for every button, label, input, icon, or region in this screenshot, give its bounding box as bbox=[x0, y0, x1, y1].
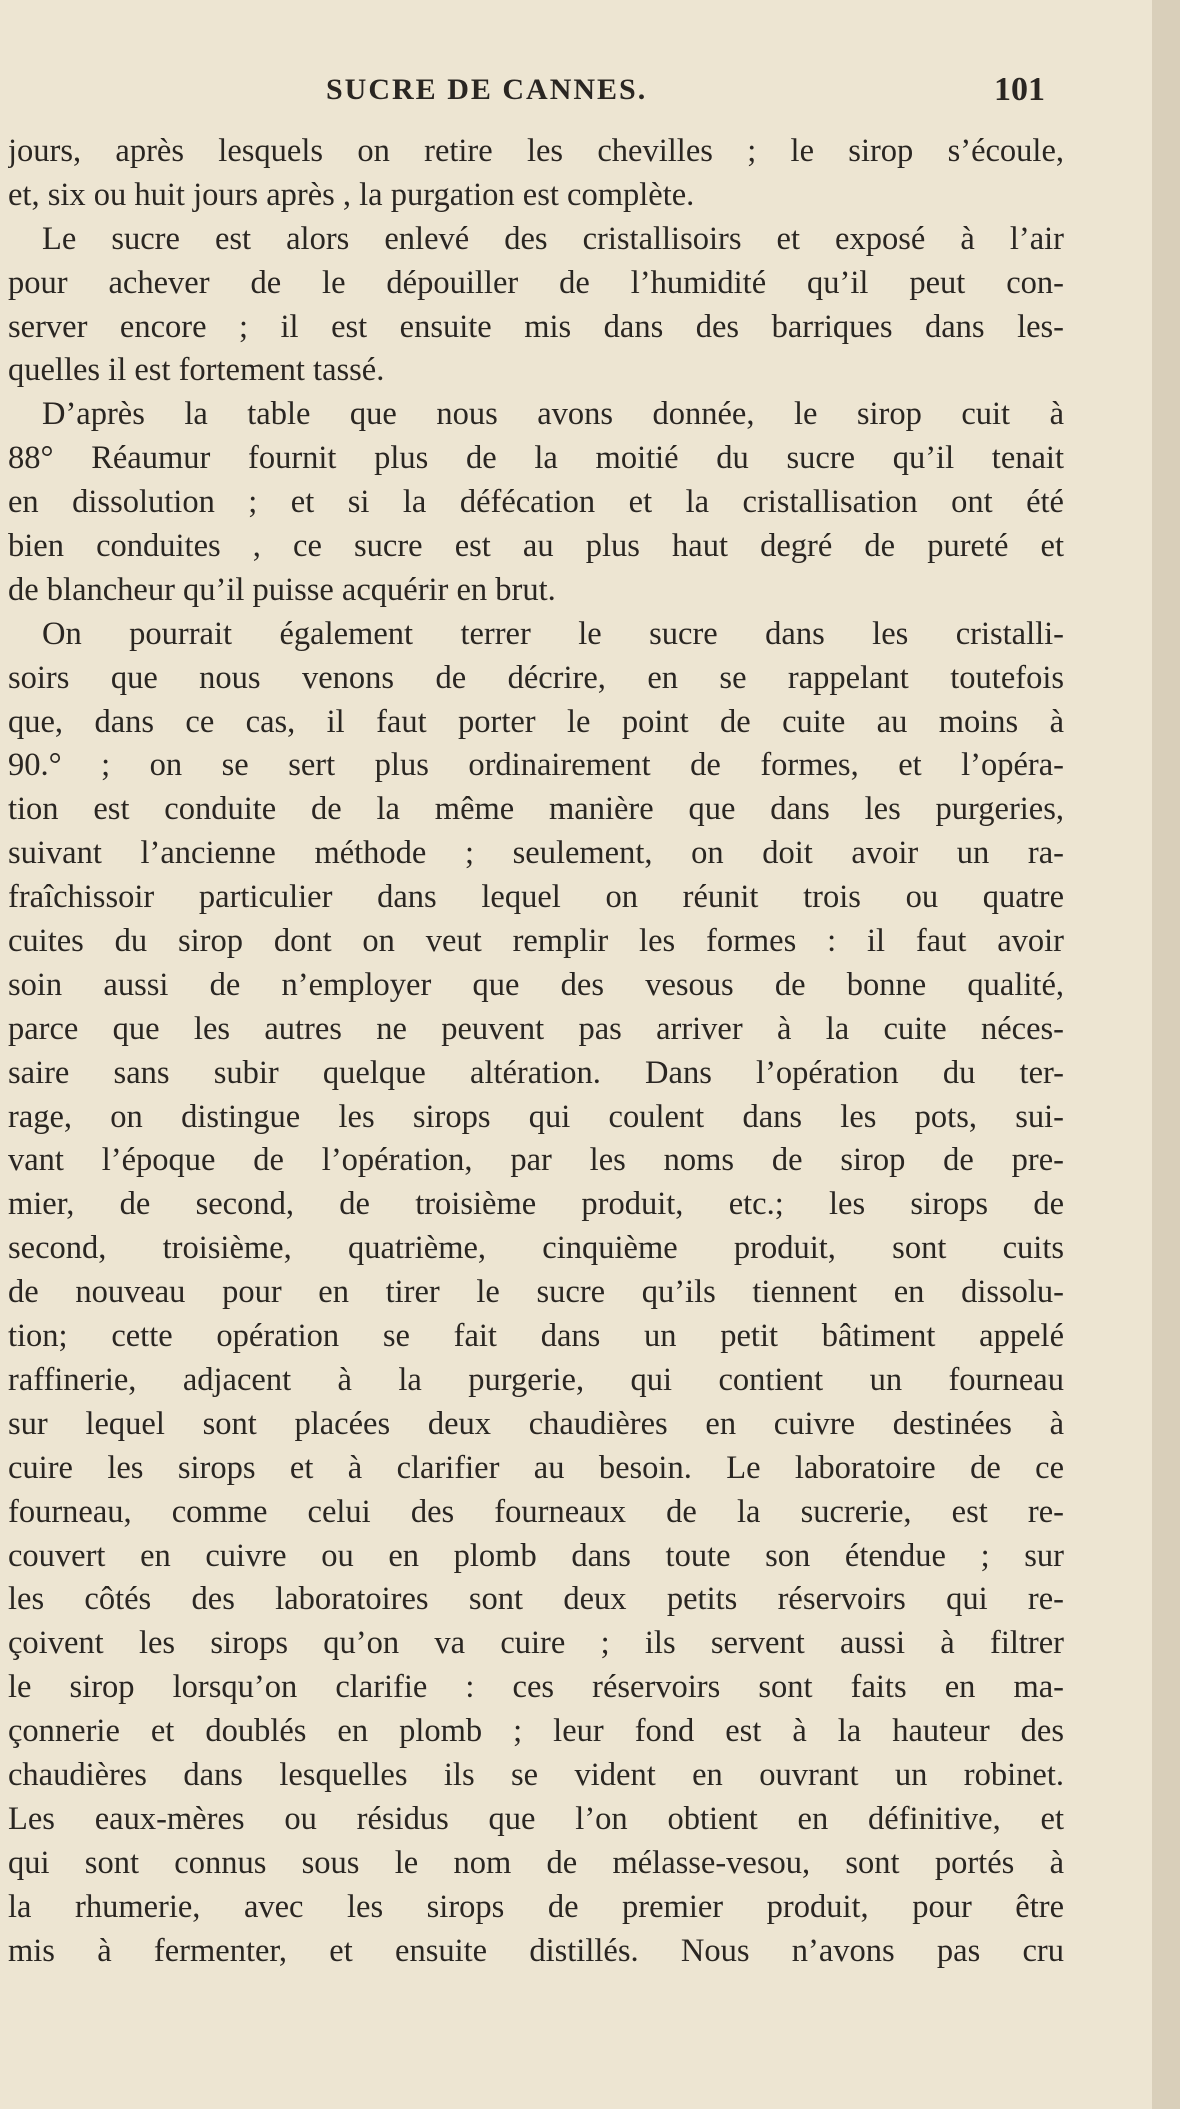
page-edge bbox=[1152, 0, 1180, 2109]
text-line: que, dans ce cas, il faut porter le point de cuite au moins à bbox=[8, 703, 1064, 740]
text-line: de nouveau pour en tirer le sucre qu’ils tiennent en dissolu- bbox=[8, 1274, 1064, 1311]
text-line: le sirop lorsqu’on clarifie : ces réservoirs sont faits en ma- bbox=[8, 1669, 1064, 1706]
text-line: de blancheur qu’il puisse acquérir en brut. bbox=[8, 571, 556, 608]
text-line: soin aussi de n’employer que des vesous de bonne qualité, bbox=[8, 966, 1064, 1003]
text-line: vant l’époque de l’opération, par les noms de sirop de pre- bbox=[8, 1142, 1064, 1179]
text-line: cuire les sirops et à clarifier au besoin. Le laboratoire de ce bbox=[8, 1449, 1064, 1486]
text-line: jours, après lesquels on retire les chevilles ; le sirop s’écoule, bbox=[8, 133, 1064, 169]
text-line: en dissolution ; et si la défécation et la cristallisation ont été bbox=[8, 484, 1064, 521]
running-head: SUCRE DE CANNES. bbox=[326, 73, 648, 106]
text-line: bien conduites , ce sucre est au plus haut degré de pureté et bbox=[8, 528, 1064, 565]
text-line: chaudières dans lesquelles ils se vident en ouvrant un robinet. bbox=[8, 1756, 1064, 1793]
text-line: quelles il est fortement tassé. bbox=[8, 352, 385, 389]
text-line: parce que les autres ne peuvent pas arriver à la cuite néces- bbox=[8, 1010, 1064, 1047]
text-line: soirs que nous venons de décrire, en se rappelant toutefois bbox=[8, 659, 1064, 696]
text-line: sur lequel sont placées deux chaudières en cuivre destinées à bbox=[8, 1405, 1064, 1442]
text-line: mis à fermenter, et ensuite distillés. Nous n’avons pas cru bbox=[8, 1932, 1064, 1969]
text-line: les côtés des laboratoires sont deux petits réservoirs qui re- bbox=[8, 1581, 1064, 1618]
text-line: cuites du sirop dont on veut remplir les formes : il faut avoir bbox=[8, 923, 1064, 960]
page-header bbox=[0, 66, 1180, 114]
text-line: fraîchissoir particulier dans lequel on réunit trois ou quatre bbox=[8, 879, 1064, 916]
text-line: qui sont connus sous le nom de mélasse-vesou, sont portés à bbox=[8, 1844, 1064, 1881]
text-line: 90.° ; on se sert plus ordinairement de formes, et l’opéra- bbox=[8, 747, 1064, 784]
body-text bbox=[8, 130, 1064, 1973]
text-line: D’après la table que nous avons donnée, le sirop cuit à bbox=[42, 396, 1064, 433]
text-line: suivant l’ancienne méthode ; seulement, on doit avoir un ra- bbox=[8, 835, 1064, 872]
text-line: fourneau, comme celui des fourneaux de la sucrerie, est re- bbox=[8, 1493, 1064, 1530]
text-line: couvert en cuivre ou en plomb dans toute son étendue ; sur bbox=[8, 1537, 1064, 1574]
text-line: la rhumerie, avec les sirops de premier produit, pour être bbox=[8, 1888, 1064, 1925]
text-line: 88° Réaumur fournit plus de la moitié du sucre qu’il tenait bbox=[8, 440, 1064, 477]
text-line: Les eaux-mères ou résidus que l’on obtient en définitive, et bbox=[8, 1800, 1064, 1837]
text-line: çonnerie et doublés en plomb ; leur fond est à la hauteur des bbox=[8, 1713, 1064, 1750]
text-line: tion; cette opération se fait dans un petit bâtiment appelé bbox=[8, 1318, 1064, 1355]
page-number: 101 bbox=[994, 71, 1045, 108]
text-line: pour achever de le dépouiller de l’humidité qu’il peut con- bbox=[8, 264, 1064, 301]
text-line: raffinerie, adjacent à la purgerie, qui contient un fourneau bbox=[8, 1361, 1064, 1398]
text-line: rage, on distingue les sirops qui coulent dans les pots, sui- bbox=[8, 1098, 1064, 1135]
text-line: çoivent les sirops qu’on va cuire ; ils servent aussi à filtrer bbox=[8, 1625, 1064, 1662]
text-line: second, troisième, quatrième, cinquième produit, sont cuits bbox=[8, 1230, 1064, 1267]
text-line: mier, de second, de troisième produit, etc.; les sirops de bbox=[8, 1186, 1064, 1223]
text-line: server encore ; il est ensuite mis dans des barriques dans les- bbox=[8, 308, 1064, 345]
text-line: et, six ou huit jours après , la purgation est complète. bbox=[8, 176, 695, 213]
text-line: saire sans subir quelque altération. Dans l’opération du ter- bbox=[8, 1054, 1064, 1091]
text-line: On pourrait également terrer le sucre dans les cristalli- bbox=[42, 615, 1064, 652]
text-line: tion est conduite de la même manière que dans les purgeries, bbox=[8, 791, 1064, 828]
text-line: Le sucre est alors enlevé des cristallisoirs et exposé à l’air bbox=[42, 220, 1064, 257]
